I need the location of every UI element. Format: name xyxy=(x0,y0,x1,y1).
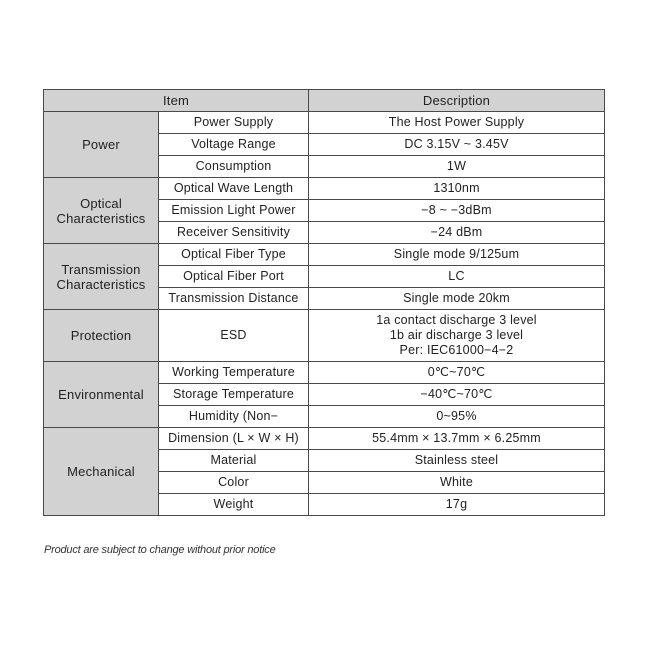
description-cell: 0℃~70℃ xyxy=(309,362,605,384)
description-line: 1a contact discharge 3 level xyxy=(376,313,537,327)
description-cell: DC 3.15V ~ 3.45V xyxy=(309,134,605,156)
category-cell: Optical Characteristics xyxy=(44,178,159,244)
item-cell: Optical Fiber Port xyxy=(159,266,309,288)
item-cell: Optical Fiber Type xyxy=(159,244,309,266)
table-row xyxy=(44,178,605,200)
item-cell: Color xyxy=(159,472,309,494)
item-cell: Working Temperature xyxy=(159,362,309,384)
description-cell: 55.4mm × 13.7mm × 6.25mm xyxy=(309,428,605,450)
item-cell: Optical Wave Length xyxy=(159,178,309,200)
header-row xyxy=(44,90,605,112)
description-cell: Stainless steel xyxy=(309,450,605,472)
description-cell: 0~95% xyxy=(309,406,605,428)
item-cell: Material xyxy=(159,450,309,472)
table-row xyxy=(44,112,605,134)
description-cell: 1310nm xyxy=(309,178,605,200)
item-cell: Storage Temperature xyxy=(159,384,309,406)
table-row xyxy=(44,244,605,266)
header-item: Item xyxy=(44,90,309,112)
description-cell: 1W xyxy=(309,156,605,178)
category-cell: Environmental xyxy=(44,362,159,428)
category-cell: Protection xyxy=(44,310,159,362)
footnote: Product are subject to change without prior notice xyxy=(44,544,276,556)
description-cell: White xyxy=(309,472,605,494)
item-cell: Transmission Distance xyxy=(159,288,309,310)
item-cell: ESD xyxy=(159,310,309,362)
description-cell: 17g xyxy=(309,494,605,516)
category-cell: Mechanical xyxy=(44,428,159,516)
table-row xyxy=(44,428,605,450)
item-cell: Humidity (Non− xyxy=(159,406,309,428)
item-cell: Weight xyxy=(159,494,309,516)
spec-body xyxy=(44,112,605,516)
spec-table xyxy=(43,89,605,516)
description-line: Per: IEC61000−4−2 xyxy=(399,343,514,357)
description-cell: −8 ~ −3dBm xyxy=(309,200,605,222)
description-cell: Single mode 9/125um xyxy=(309,244,605,266)
header-description: Description xyxy=(309,90,605,112)
description-cell: −40℃~70℃ xyxy=(309,384,605,406)
category-cell: Transmission Characteristics xyxy=(44,244,159,310)
table-row xyxy=(44,362,605,384)
item-cell: Dimension (L × W × H) xyxy=(159,428,309,450)
table-row xyxy=(44,310,605,362)
item-cell: Power Supply xyxy=(159,112,309,134)
item-cell: Consumption xyxy=(159,156,309,178)
item-cell: Receiver Sensitivity xyxy=(159,222,309,244)
category-cell: Power xyxy=(44,112,159,178)
description-line: 1b air discharge 3 level xyxy=(389,328,524,342)
description-cell: Single mode 20km xyxy=(309,288,605,310)
description-cell: −24 dBm xyxy=(309,222,605,244)
item-cell: Emission Light Power xyxy=(159,200,309,222)
description-cell: The Host Power Supply xyxy=(309,112,605,134)
description-cell: LC xyxy=(309,266,605,288)
description-cell xyxy=(309,310,605,362)
item-cell: Voltage Range xyxy=(159,134,309,156)
